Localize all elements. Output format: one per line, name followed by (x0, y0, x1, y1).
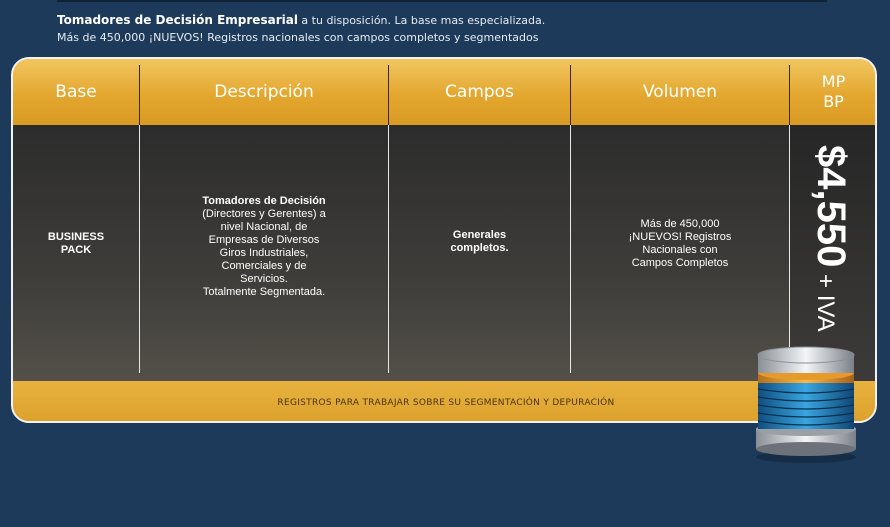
header-divider (388, 65, 389, 125)
base-name-line1: BUSINESS (47, 231, 105, 243)
volumen-line: Campos Completos (631, 257, 729, 269)
header-mp-bp (790, 59, 877, 125)
descripcion-line: Totalmente Segmentada. (202, 286, 326, 298)
descripcion-line: (Directores y Gerentes) a (202, 208, 326, 220)
header-descripcion: Descripción (214, 82, 314, 102)
cell-campos (389, 229, 570, 255)
descripcion-line: Giros Industriales, (219, 247, 309, 259)
descripcion-line: Comerciales y de (221, 260, 307, 272)
volumen-line: Nacionales con (642, 244, 718, 256)
header-divider (789, 65, 790, 125)
header-bp: BP (823, 92, 844, 111)
price-label (808, 145, 853, 332)
header-mp: MP (821, 72, 846, 91)
cell-volumen (571, 218, 789, 270)
intro-text (57, 12, 545, 46)
header-divider (139, 65, 140, 125)
intro-line-1 (57, 12, 545, 29)
price-suffix: + IVA (812, 267, 839, 332)
descripcion-line: Servicios. (240, 273, 288, 285)
header-divider (570, 65, 571, 125)
descripcion-line: nivel Nacional, de (220, 221, 308, 233)
intro-line1-rest: a tu disposición. La base mas especializada. (297, 14, 546, 27)
header-base: Base (55, 82, 97, 102)
descripcion-line: Empresas de Diversos (208, 234, 320, 246)
campos-line1: Generales (452, 229, 507, 241)
top-divider (57, 0, 827, 2)
descripcion-title: Tomadores de Decisión (202, 195, 326, 207)
intro-line-2: Más de 450,000 ¡NUEVOS! Registros nacionales con campos completos y segmentados (57, 31, 539, 44)
intro-lead: Tomadores de Decisión Empresarial (57, 13, 298, 27)
header-campos: Campos (445, 82, 514, 102)
footer-note: REGISTROS PARA TRABAJAR SOBRE SU SEGMENTACIÓN Y DEPURACIÓN (277, 398, 615, 408)
pricing-table (11, 57, 877, 423)
volumen-line: Más de 450,000 (640, 218, 720, 230)
base-name-line2: PACK (60, 244, 92, 256)
database-stack-icon (750, 345, 862, 465)
cell-descripcion (140, 195, 388, 299)
header-volumen: Volumen (642, 82, 717, 102)
price-amount: $4,550 (809, 145, 853, 268)
cell-base (13, 231, 139, 257)
volumen-line: ¡NUEVOS! Registros (628, 231, 732, 243)
campos-line2: completos. (450, 242, 509, 254)
